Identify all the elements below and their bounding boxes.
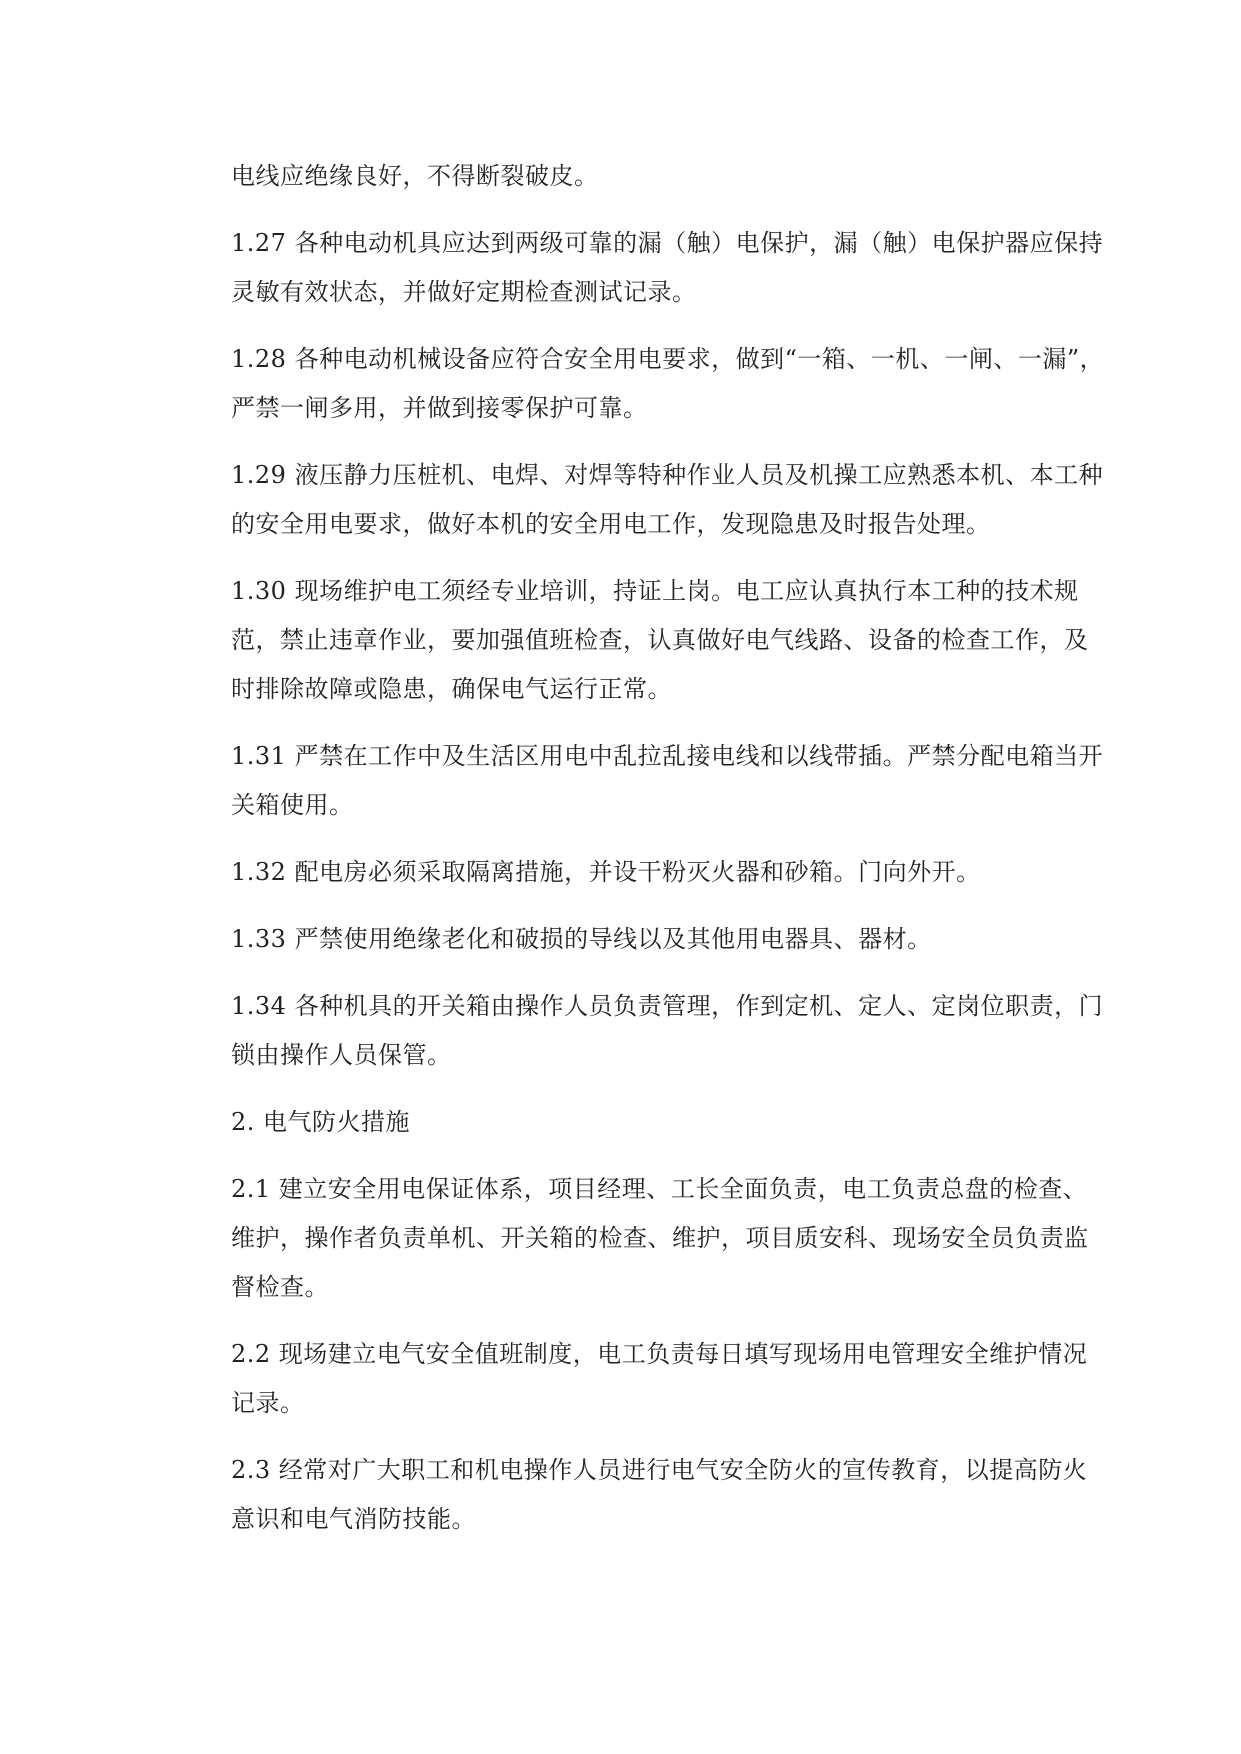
paragraph-1-28: 1.28 各种电动机械设备应符合安全用电要求，做到“一箱、一机、一闸、一漏”，严禁一闸多用，并做到接零保护可靠。 bbox=[231, 345, 1105, 422]
paragraph-1-33: 1.33 严禁使用绝缘老化和破损的导线以及其他用电器具、器材。 bbox=[231, 925, 932, 953]
paragraph-1-30: 1.30 现场维护电工须经专业培训，持证上岗。电工应认真执行本工种的技术规范，禁止违章作业，要加强值班检查，认真做好电气线路、设备的检查工作，及时排除故障或隐患，确保电气运行正常。 bbox=[231, 577, 1089, 703]
section-heading-2: 2. 电气防火措施 bbox=[231, 1108, 411, 1136]
paragraph-1-31: 1.31 严禁在工作中及生活区用电中乱拉乱接电线和以线带插。严禁分配电箱当开关箱使用。 bbox=[231, 742, 1104, 819]
paragraph-2-1: 2.1 建立安全用电保证体系，项目经理、工长全面负责，电工负责总盘的检查、维护，操作者负责单机、开关箱的检查、维护，项目质安科、现场安全员负责监督检查。 bbox=[231, 1175, 1089, 1301]
paragraph-1-32: 1.32 配电房必须采取隔离措施，并设干粉灭火器和砂箱。门向外开。 bbox=[231, 858, 981, 886]
paragraph-1-34: 1.34 各种机具的开关箱由操作人员负责管理，作到定机、定人、定岗位职责，门锁由操作人员保管。 bbox=[231, 992, 1104, 1069]
paragraph-1-29: 1.29 液压静力压桩机、电焊、对焊等特种作业人员及机操工应熟悉本机、本工种的安全用电要求，做好本机的安全用电工作，发现隐患及时报告处理。 bbox=[231, 461, 1104, 538]
paragraph-wire-insulation: 电线应绝缘良好，不得断裂破皮。 bbox=[231, 162, 599, 190]
paragraph-2-2: 2.2 现场建立电气安全值班制度，电工负责每日填写现场用电管理安全维护情况记录。 bbox=[231, 1340, 1088, 1417]
paragraph-1-27: 1.27 各种电动机具应达到两级可靠的漏（触）电保护，漏（触）电保护器应保持灵敏有效状态，并做好定期检查测试记录。 bbox=[231, 229, 1104, 306]
paragraph-2-3: 2.3 经常对广大职工和机电操作人员进行电气安全防火的宣传教育，以提高防火意识和电气消防技能。 bbox=[231, 1456, 1088, 1533]
document-body bbox=[231, 152, 1111, 1562]
